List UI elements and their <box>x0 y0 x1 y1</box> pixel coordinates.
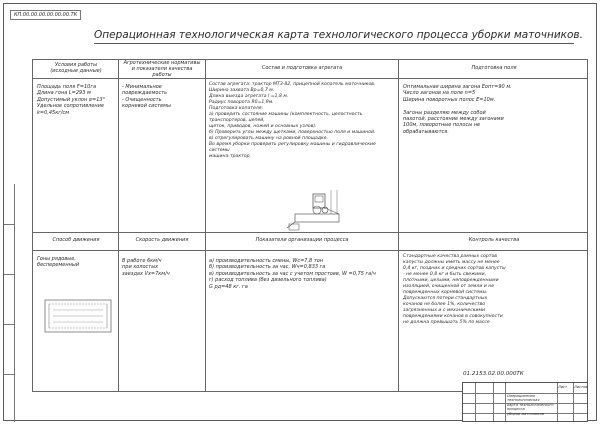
header-quality-control: Контроль качества <box>468 237 520 243</box>
stamp-col-line <box>505 383 506 421</box>
header-agro: Агротехнические нормативы и показатели качества работы <box>123 60 201 78</box>
column-divider <box>118 60 119 392</box>
drawing-sheet <box>3 3 597 421</box>
side-title-strip <box>4 184 15 422</box>
movement-method-text: Гоны рядовые, беспеременный <box>37 256 80 269</box>
page-title: Операционная технологическая карта технологического процесса уборки маточников. <box>94 29 574 44</box>
header-unit: Состав и подготовка агрегата <box>261 65 343 71</box>
side-strip-cell <box>4 274 14 324</box>
stamp-sheets-label: Листов <box>574 385 588 389</box>
side-strip-cell <box>4 374 14 422</box>
unit-preparation-text: Состав агрегата: трактор МТЗ-82, прицепной копатель маточников. Ширина захвата Вр=0,7 м. Длина выезда агрегата l =1,8 м. Радиус поворота R0=1,9м. Подготовка копателя: а) проверить состояние машины (комплектность, целостность транспортеров, цепей, щеток, приводов, ножей и основных узлов). б) Проверить углы между щетками, поверхностью поля и машиной. в) отрегулировать машину на ровной площадке. Во время уборки проверить регулировку машины и гидравлические системы машина-трактор. <box>209 82 376 159</box>
stamp-document-name: Операционная технологическая карта технологического процесса уборки маточников <box>507 394 554 416</box>
side-strip-cell <box>4 324 14 374</box>
agro-text: - Минимальное повреждаемость - Очищенность корневой системы <box>122 84 171 110</box>
header-conditions: Условия работы (исходные данные) <box>50 62 102 74</box>
stamp-document-code: 01.2153.02.00.000ТК <box>463 371 524 377</box>
row-divider <box>33 78 587 79</box>
header-movement-method: Способ движения <box>52 237 100 243</box>
tech-card-table <box>32 59 588 392</box>
header-process-indicators: Показатели организации процесса <box>255 237 349 243</box>
header-field: Подготовка поля <box>471 65 517 71</box>
row-divider <box>33 232 587 233</box>
field-preparation-text: Оптимальная ширина загона Eопт=90 м. Число загонов на поле n=5 Ширина поворотных полос Е=10м. Загоны разделяю между собой пахотой, расстояние между загонами 100м, поворотные полосы не обрабатываются. <box>403 84 512 135</box>
process-indicators-text: а) производительность смены, Wс=7,8 тон б) производительность за час, Wч=0,833 га в) производительность за час с учетом простоев, W =0,75 га/ч г) расход топлива (без дизельного топлива) G рд=48 кг. га <box>209 258 376 290</box>
column-divider <box>398 60 399 392</box>
stamp-sheet-label: Лист <box>558 385 568 389</box>
stamp-col-line <box>493 383 494 421</box>
movement-pattern-drawing <box>43 298 113 334</box>
side-strip-cell <box>4 224 14 274</box>
harvester-unit-drawing <box>285 186 345 232</box>
header-speed: Скорость движения <box>135 237 189 243</box>
conditions-text: Площадь поля F=10га Длина гона L=293 м Допустимый уклон α=13° Удельное сопротивление k=0,45кг/см <box>37 84 106 116</box>
column-divider <box>205 60 206 392</box>
stamp-col-line <box>475 383 476 421</box>
document-code-top: КП.00.00.00.00.00.00.ТК <box>10 10 81 20</box>
title-block-stamp <box>462 371 588 422</box>
speed-text: В работе 6км/ч при холостых заездах Vx=7км/ч <box>122 258 170 277</box>
quality-control-text: Стандартные качества рамных сортов капусты должны иметь массу не менее 0,4 кг, поздних и средних сортов капусты - не менее 0,8 кг и быть свежими, плотными, целыми, неповрежденными изоляцией, очищенной от земли и не поврежденных корневой системы. Допускаются потери стандартных кочанов не более 1%, количество загрязненных и с механическими повреждениями кочанов в совокупности не должна превышать 5% по массе <box>403 254 506 325</box>
row-divider <box>33 250 587 251</box>
